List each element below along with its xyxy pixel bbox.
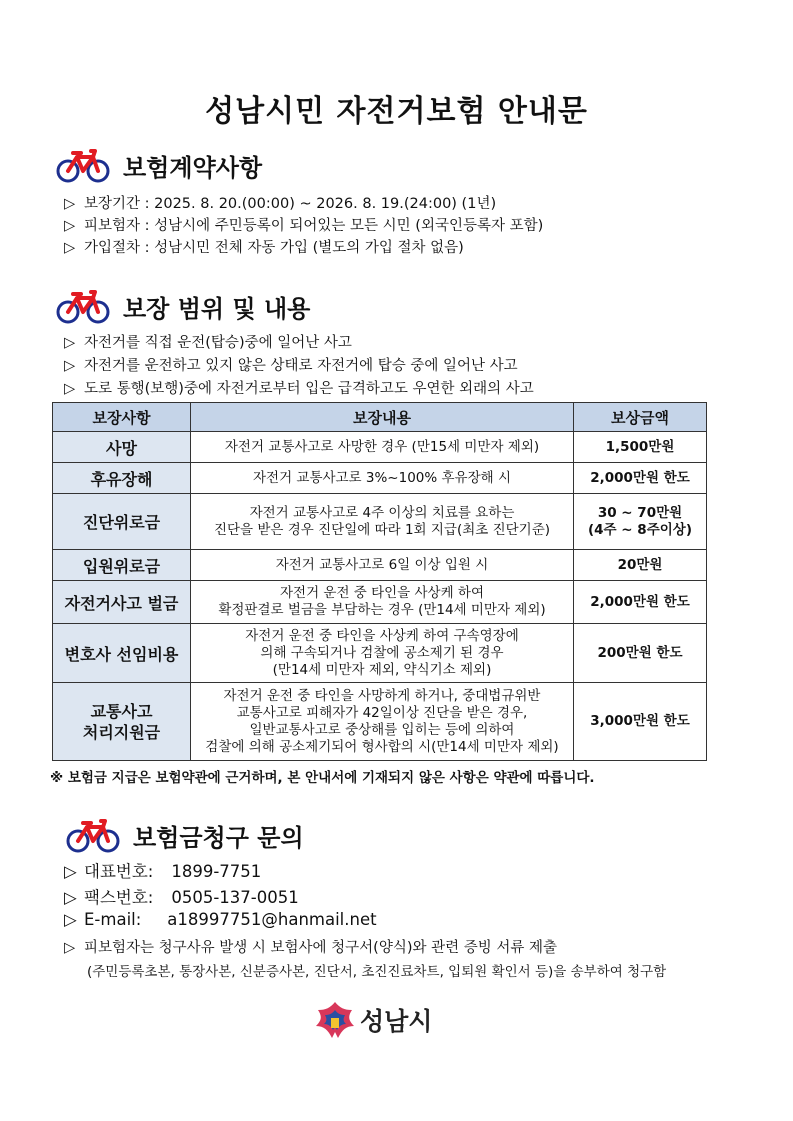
coverage-item: 자전거사고 벌금 <box>53 581 191 624</box>
table-row <box>53 581 707 624</box>
page-title: 성남시민 자전거보험 안내문 <box>205 94 588 129</box>
claim-detail: (주민등록초본, 통장사본, 신분증사본, 진단서, 초진진료차트, 입퇴원 확인서 등)을 송부하여 청구함 <box>87 964 667 980</box>
column-header: 보상금액 <box>574 403 707 432</box>
coverage-desc: 자전거 교통사고로 사망한 경우 (만15세 미만자 제외) <box>191 432 574 463</box>
seongnam-logo <box>314 1000 432 1040</box>
coverage-amount: 1,500만원 <box>574 432 707 463</box>
list-item: ▷ 보장기간 : 2025. 8. 20.(00:00) ~ 2026. 8. 19.(24:00) (1년) <box>64 196 497 212</box>
table-row <box>53 432 707 463</box>
section-heading: 보험계약사항 <box>123 153 263 182</box>
bicycle-icon <box>55 147 111 183</box>
coverage-item: 사망 <box>53 432 191 463</box>
bullet-icon: ▷ <box>64 940 76 956</box>
bullet-icon: ▷ <box>64 381 76 397</box>
bullet-icon: ▷ <box>64 358 76 374</box>
coverage-desc: 자전거 교통사고로 6일 이상 입원 시 <box>191 550 574 581</box>
list-item: ▷ 피보험자 : 성남시에 주민등록이 되어있는 모든 시민 (외국인등록자 포함) <box>64 218 544 234</box>
bullet-icon: ▷ <box>64 862 77 881</box>
section-coverage <box>55 284 310 328</box>
coverage-amount: 200만원 한도 <box>574 624 707 683</box>
list-item: ▷ 도로 통행(보행)중에 자전거로부터 입은 급격하고도 우연한 외래의 사고 <box>64 381 534 397</box>
column-header: 보장사항 <box>53 403 191 432</box>
coverage-desc: 자전거 운전 중 타인을 사망하게 하거나, 중대법규위반 교통사고로 피해자가 42일이상 진단을 받은 경우, 일반교통사고로 중상해를 입히는 등에 의하여 검찰에 의해 공소제기되어 형사합의 시(만14세 미만자 제외) <box>191 683 574 761</box>
list-item: ▷ 자전거를 운전하고 있지 않은 상태로 자전거에 탑승 중에 일어난 사고 <box>64 358 518 374</box>
coverage-table <box>52 402 707 761</box>
section-heading: 보험금청구 문의 <box>133 823 304 852</box>
section-claims <box>65 813 304 857</box>
coverage-item: 입원위로금 <box>53 550 191 581</box>
coverage-desc: 자전거 운전 중 타인을 사상케 하여 구속영장에 의해 구속되거나 검찰에 공소제기 된 경우 (만14세 미만자 제외, 약식기소 제외) <box>191 624 574 683</box>
coverage-desc: 자전거 교통사고로 4주 이상의 치료를 요하는 진단을 받은 경우 진단일에 따라 1회 지급(최초 진단기준) <box>191 494 574 550</box>
bullet-icon: ▷ <box>64 196 76 212</box>
bullet-icon: ▷ <box>64 335 76 351</box>
list-item: ▷ 피보험자는 청구사유 발생 시 보험사에 청구서(양식)와 관련 증빙 서류 제출 <box>64 940 558 956</box>
coverage-amount: 2,000만원 한도 <box>574 463 707 494</box>
list-item: ▷ 가입절차 : 성남시민 전체 자동 가입 (별도의 가입 절차 없음) <box>64 240 464 256</box>
bicycle-icon <box>55 288 111 324</box>
bicycle-icon <box>65 817 121 853</box>
list-item: ▷ 팩스번호: 0505-137-0051 <box>64 888 299 907</box>
coverage-item: 변호사 선임비용 <box>53 624 191 683</box>
bullet-icon: ▷ <box>64 888 77 907</box>
coverage-amount: 20만원 <box>574 550 707 581</box>
fax-number: 0505-137-0051 <box>171 888 299 907</box>
phone-number: 1899-7751 <box>171 862 262 881</box>
bullet-icon: ▷ <box>64 910 77 929</box>
list-item: ▷ 대표번호: 1899-7751 <box>64 862 262 881</box>
coverage-amount: 2,000만원 한도 <box>574 581 707 624</box>
logo-text: 성남시 <box>360 1007 433 1036</box>
list-item: ▷ E-mail: a18997751@hanmail.net <box>64 910 377 929</box>
list-item: ▷ 자전거를 직접 운전(탑승)중에 일어난 사고 <box>64 335 352 351</box>
coverage-item: 후유장해 <box>53 463 191 494</box>
email-link[interactable]: a18997751@hanmail.net <box>167 910 377 929</box>
table-row <box>53 494 707 550</box>
column-header: 보장내용 <box>191 403 574 432</box>
coverage-item: 진단위로금 <box>53 494 191 550</box>
bullet-icon: ▷ <box>64 240 76 256</box>
footnote: ※ 보험금 지급은 보험약관에 근거하며, 본 안내서에 기재되지 않은 사항은 약관에 따릅니다. <box>50 770 595 786</box>
section-heading: 보장 범위 및 내용 <box>123 294 311 323</box>
bullet-icon: ▷ <box>64 218 76 234</box>
coverage-amount: 3,000만원 한도 <box>574 683 707 761</box>
coverage-desc: 자전거 운전 중 타인을 사상케 하여 확정판결로 벌금을 부담하는 경우 (만14세 미만자 제외) <box>191 581 574 624</box>
table-row <box>53 683 707 761</box>
seongnam-city-emblem <box>314 1000 356 1040</box>
table-row <box>53 624 707 683</box>
coverage-desc: 자전거 교통사고로 3%~100% 후유장해 시 <box>191 463 574 494</box>
table-row <box>53 550 707 581</box>
table-row <box>53 463 707 494</box>
coverage-amount: 30 ~ 70만원 (4주 ~ 8주이상) <box>574 494 707 550</box>
table-header-row <box>53 403 707 432</box>
section-contract <box>55 143 262 187</box>
coverage-item: 교통사고 처리지원금 <box>53 683 191 761</box>
